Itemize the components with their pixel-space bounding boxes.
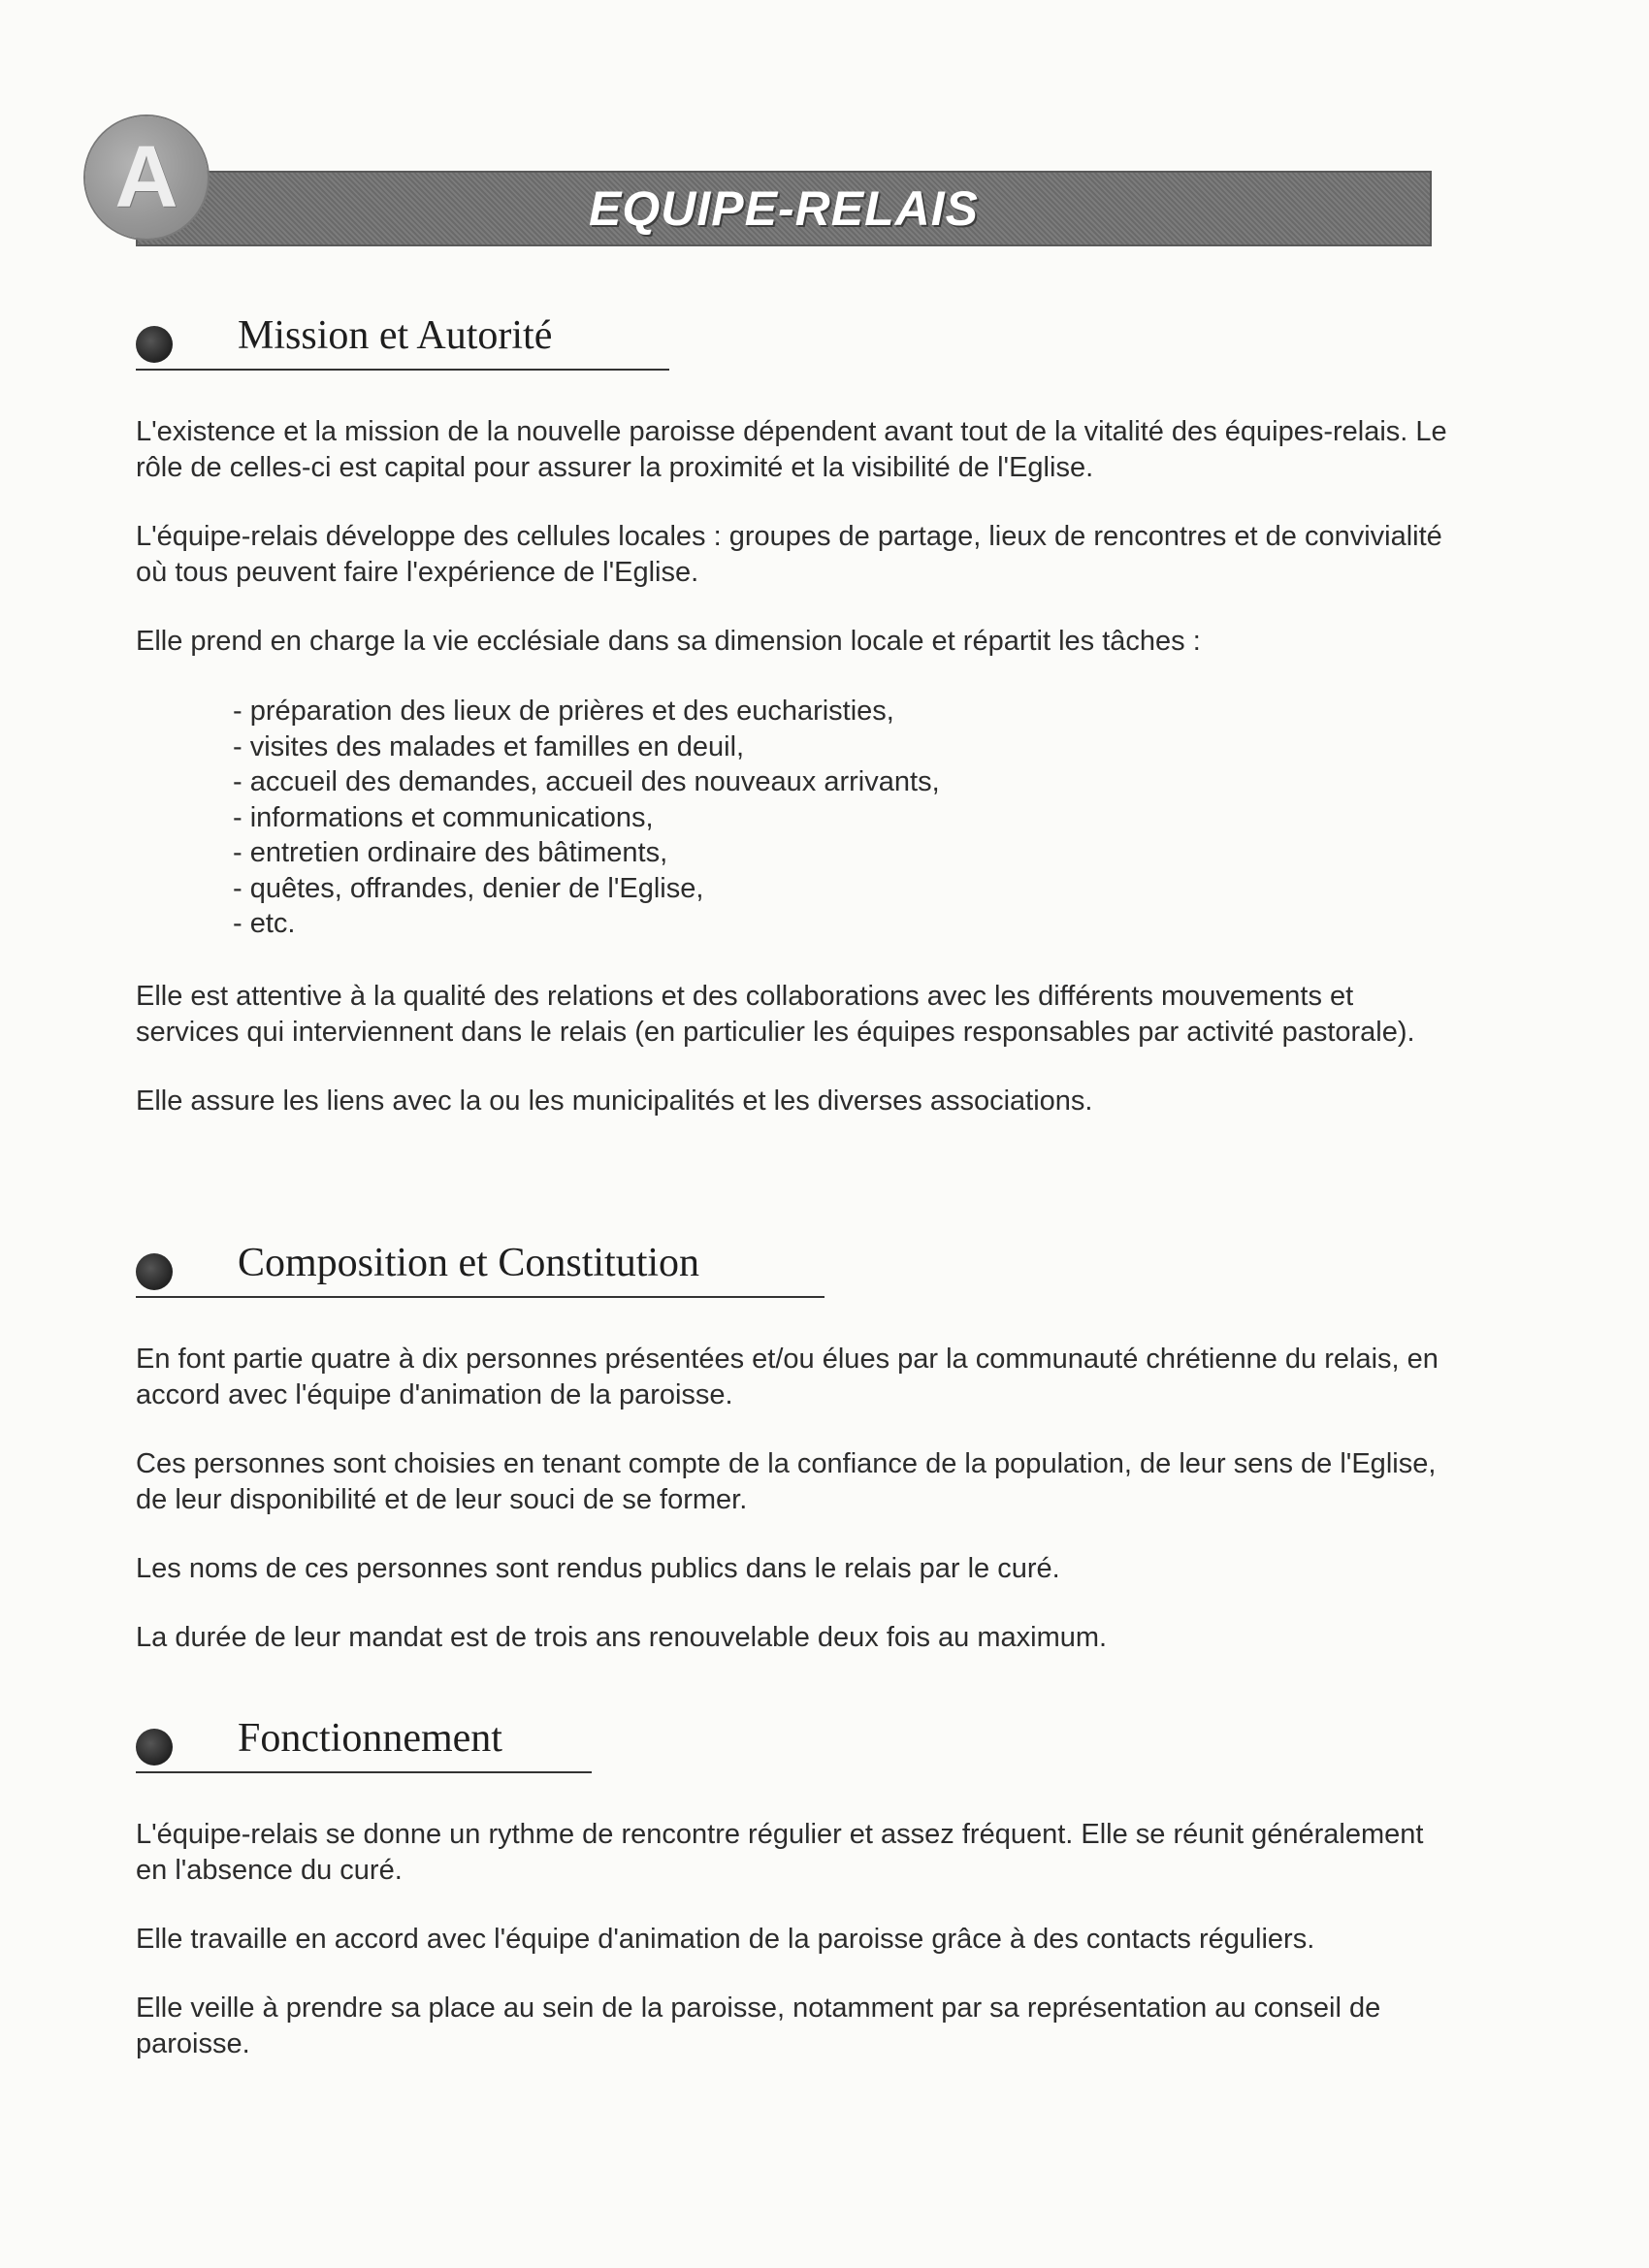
section-letter-badge (85, 116, 208, 239)
section-heading (136, 1240, 1455, 1298)
task-list (136, 694, 1455, 942)
paragraph: L'équipe-relais se donne un rythme de rencontre régulier et assez fréquent. Elle se réunit généralement en l'absence du curé. (136, 1819, 1424, 1886)
section-heading (136, 312, 1455, 371)
paragraph: Elle veille à prendre sa place au sein de la paroisse, notamment par sa représentation au conseil de paroisse. (136, 1993, 1381, 2059)
paragraph: En font partie quatre à dix personnes présentées et/ou élues par la communauté chrétienne du relais, en accord avec l'équipe d'animation de la paroisse. (136, 1344, 1439, 1410)
section-composition-constitution (136, 1240, 1455, 1656)
paragraph: Elle travaille en accord avec l'équipe d'animation de la paroisse grâce à des contacts réguliers. (136, 1924, 1315, 1955)
list-item: - informations et communications, (233, 801, 654, 833)
list-item: - accueil des demandes, accueil des nouveaux arrivants, (233, 766, 940, 797)
bullet-icon (136, 1253, 173, 1290)
section-mission-autorite (136, 312, 1455, 1119)
bullet-icon (136, 326, 173, 363)
paragraph: L'équipe-relais développe des cellules locales : groupes de partage, lieux de rencontres et de convivialité où tous peuvent faire l'expérience de l'Eglise. (136, 521, 1442, 588)
list-item: - quêtes, offrandes, denier de l'Eglise, (233, 872, 704, 904)
paragraph: L'existence et la mission de la nouvelle paroisse dépendent avant tout de la vitalité des équipes-relais. Le rôle de celles-ci est capital pour assurer la proximité et la visibilité de l'Eglise. (136, 416, 1447, 483)
paragraph: Elle assure les liens avec la ou les municipalités et les diverses associations. (136, 1085, 1093, 1117)
paragraph: Elle est attentive à la qualité des relations et des collaborations avec les différents mouvements et services qui interviennent dans le relais (en particulier les équipes responsables par activité pastorale). (136, 980, 1415, 1048)
list-item: - préparation des lieux de prières et des eucharisties, (233, 696, 894, 727)
bullet-icon (136, 1729, 173, 1766)
badge-letter: A (114, 129, 178, 226)
section-fonctionnement (136, 1715, 1455, 2062)
section-underline (136, 1296, 824, 1298)
header-banner (136, 171, 1432, 246)
section-heading (136, 1715, 1455, 1773)
paragraph: La durée de leur mandat est de trois ans renouvelable deux fois au maximum. (136, 1622, 1108, 1653)
list-item: - visites des malades et familles en deuil, (233, 730, 745, 762)
page-title: EQUIPE-RELAIS (589, 181, 979, 236)
paragraph: Les noms de ces personnes sont rendus publics dans le relais par le curé. (136, 1553, 1060, 1584)
section-title: Fonctionnement (238, 1716, 502, 1761)
section-title: Mission et Autorité (238, 313, 553, 358)
list-item: - entretien ordinaire des bâtiments, (233, 837, 668, 868)
paragraph: Elle prend en charge la vie ecclésiale dans sa dimension locale et répartit les tâches : (136, 626, 1201, 657)
list-item: - etc. (233, 908, 296, 939)
section-underline (136, 369, 669, 371)
section-underline (136, 1771, 592, 1773)
page-header (85, 116, 1443, 252)
section-title: Composition et Constitution (238, 1241, 700, 1285)
paragraph: Ces personnes sont choisies en tenant compte de la confiance de la population, de leur sens de l'Eglise, de leur disponibilité et de leur souci de se former. (136, 1448, 1437, 1515)
